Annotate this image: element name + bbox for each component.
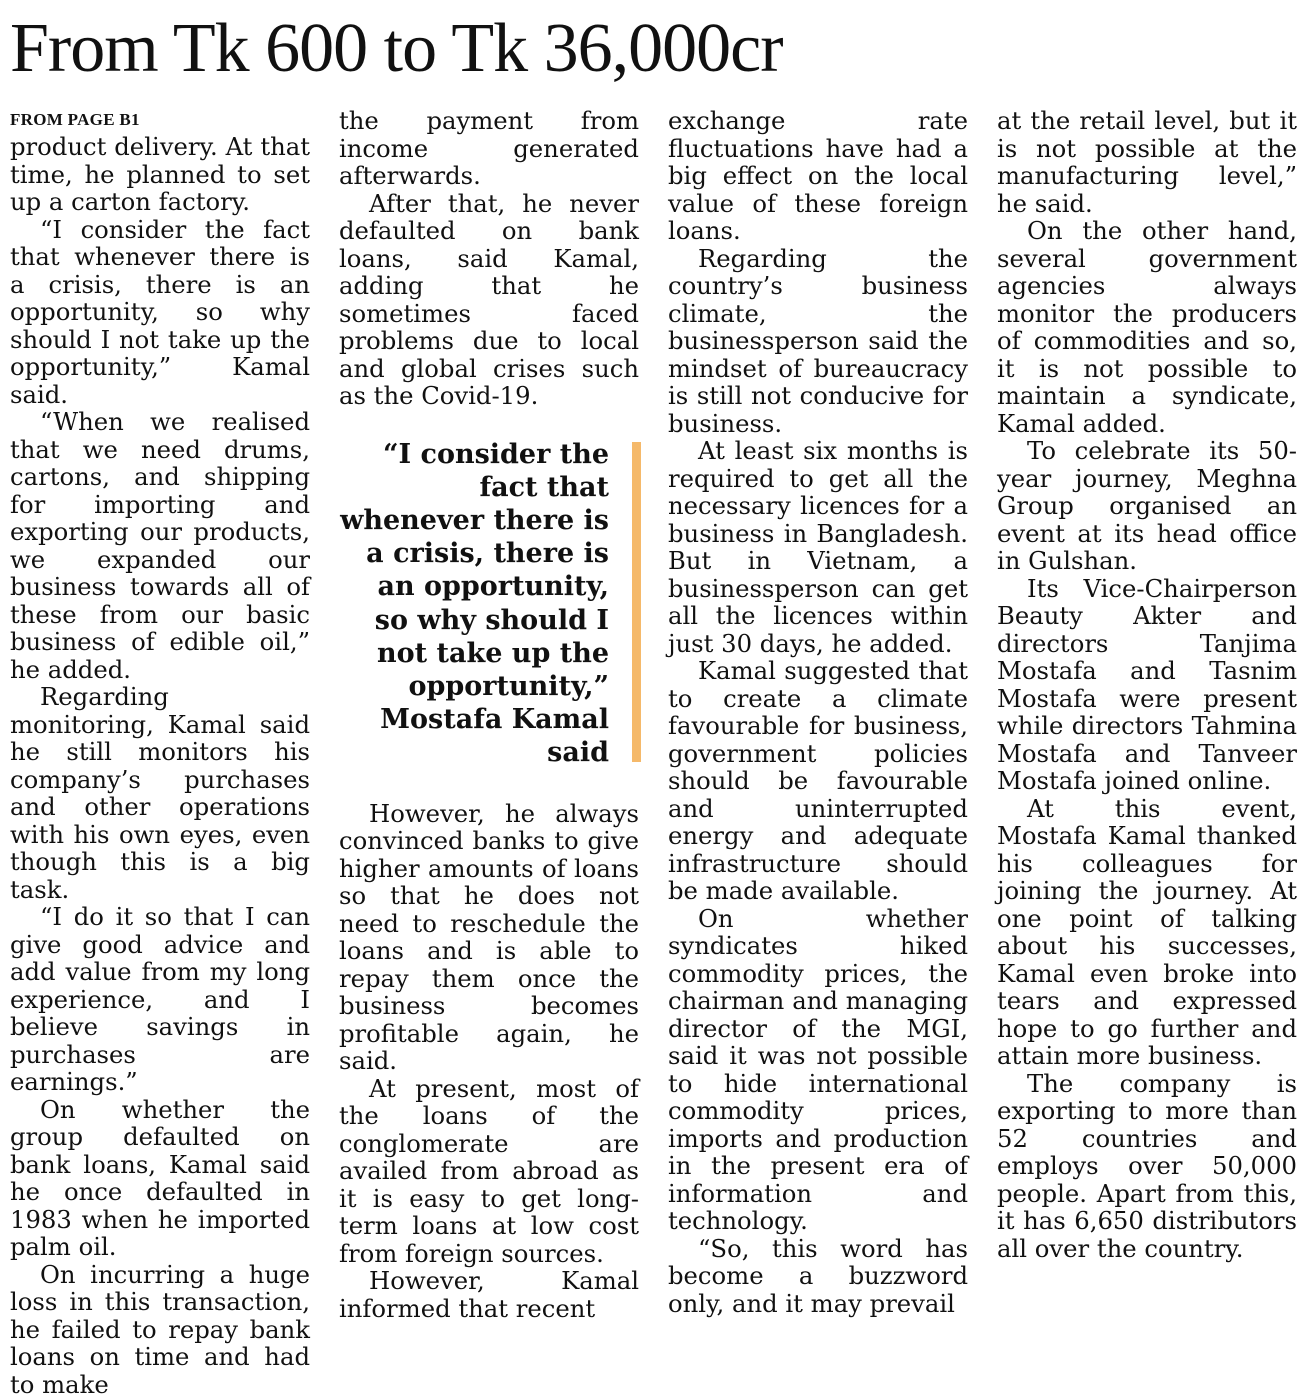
- article-column-1: [10, 107, 310, 1398]
- paragraph: Its Vice-Chairperson Beauty Akter and directors Tanjima Mostafa and Tasnim Mostafa were present while directors Tahmina Mostafa and Tanveer Mostafa joined online.: [997, 573, 1297, 795]
- paragraph: Regarding the country’s business climate, the businessperson said the mindset of bureaucracy is still not conducive for business.: [668, 243, 968, 438]
- paragraph: On whether the group defaulted on bank loans, Kamal said he once defaulted in 1983 when he imported palm oil.: [10, 1094, 310, 1261]
- paragraph: The company is exporting to more than 52 countries and employs over 50,000 people. Apart from this, it has 6,650 distributors all over the country.: [997, 1068, 1297, 1263]
- paragraph: “I consider the fact that whenever there is a crisis, there is an opportunity, so why should I not take up the opportunity,” Kamal said.: [10, 214, 310, 409]
- paragraph: “So, this word has become a buzzword only, and it may prevail: [668, 1233, 968, 1318]
- paragraph: On whether syndicates hiked commodity prices, the chairman and managing director of the MGI, said it was not possible to hide international commodity prices, imports and production in the present era of information and technology.: [668, 903, 968, 1235]
- page-jump-label: FROM PAGE B1: [10, 110, 140, 129]
- paragraph: However, Kamal informed that recent: [339, 1266, 639, 1323]
- paragraph: Kamal suggested that to create a climate favourable for business, government policies should be favourable and uninterrupted energy and adequate infrastructure should be made available.: [668, 656, 968, 905]
- article-column-3: [668, 107, 968, 1317]
- paragraph: To celebrate its 50-year journey, Meghna Group organised an event at its head office in Gulshan.: [997, 436, 1297, 575]
- article-column-2: [339, 107, 639, 1322]
- paragraph: On incurring a huge loss in this transaction, he failed to repay bank loans on time and had to make: [10, 1259, 310, 1399]
- paragraph: On the other hand, several government agencies always monitor the producers of commodities and so, it is not possible to maintain a syndicate, Kamal added.: [997, 216, 1297, 438]
- pull-quote-text: “I consider the fact that whenever there is a crisis, there is an opportunity, so why should I not take up the opportunity,” Mostafa Kamal said: [340, 438, 609, 769]
- pull-quote: [339, 438, 639, 770]
- pull-quote-accent-bar: [632, 442, 641, 762]
- paragraph: “I do it so that I can give good advice and add value from my long experience, and I believe savings in purchases are earnings.”: [10, 902, 310, 1096]
- paragraph: at the retail level, but it is not possible at the manufacturing level,” he said.: [997, 106, 1297, 218]
- paragraph: At present, most of the loans of the conglomerate are availed from abroad as it is easy to get long-term loans at low cost from foreign sources.: [339, 1073, 639, 1268]
- paragraph: the payment from income generated afterwards.: [339, 106, 639, 190]
- paragraph: At least six months is required to get all the necessary licences for a business in Bangladesh. But in Vietnam, a businessperson can get all the licences within just 30 days, he added.: [668, 436, 968, 658]
- paragraph: exchange rate fluctuations have had a big effect on the local value of these foreign loans.: [668, 106, 968, 245]
- paragraph: However, he always convinced banks to give higher amounts of loans so that he does not need to reschedule the loans and is able to repay them once the business becomes profitable again, he said.: [339, 798, 639, 1076]
- paragraph: After that, he never defaulted on bank loans, said Kamal, adding that he sometimes faced problems due to local and global crises such as the Covid-19.: [339, 188, 639, 410]
- paragraph: “When we realised that we need drums, cartons, and shipping for importing and exporting our products, we expanded our business towards all of these from our basic business of edible oil,” he added.: [10, 407, 310, 684]
- paragraph: At this event, Mostafa Kamal thanked his colleagues for joining the journey. At one point of talking about his successes, Kamal even broke into tears and expressed hope to go further and attain more business.: [997, 793, 1297, 1070]
- headline: From Tk 600 to Tk 36,000cr: [10, 10, 783, 87]
- paragraph: product delivery. At that time, he planned to set up a carton factory.: [10, 132, 310, 216]
- paragraph: Regarding monitoring, Kamal said he still monitors his company’s purchases and other operations with his own eyes, even though this is a big task.: [10, 682, 310, 904]
- article-column-4: [997, 107, 1297, 1262]
